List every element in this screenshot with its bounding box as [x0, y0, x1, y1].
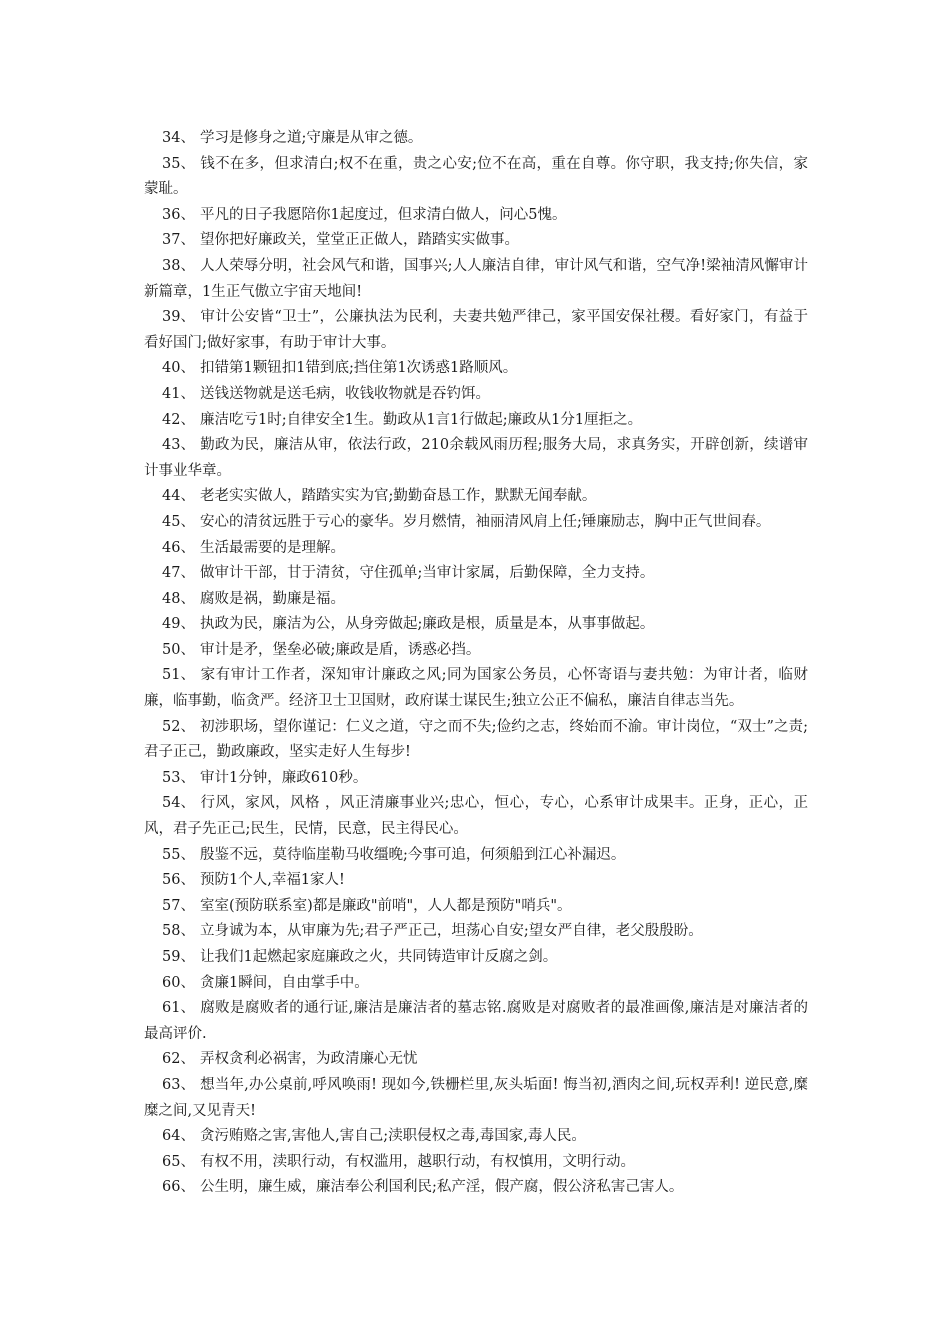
entry-text: 望你把好廉政关，堂堂正正做人，踏踏实实做事。	[200, 232, 519, 249]
entry-number: 59、	[162, 949, 195, 965]
entry-number: 42、	[162, 411, 195, 428]
entry-text: 家有审计工作者，深知审计廉政之风;同为国家公务员，心怀寄语与妻共勉：为审计者，临财廉，临事勤，临贪严。经济卫士卫国财，政府谋士谋民生;独立公正不偏私，廉洁自律志当先。	[144, 667, 808, 710]
entry-text: 立身诚为本，从审廉为先;君子严正己，坦荡心自安;望女严自律，老父殷殷盼。	[200, 923, 703, 940]
entry-paragraph	[144, 561, 808, 587]
entry-number: 55、	[162, 846, 195, 863]
entry-text: 老老实实做人，踏踏实实为官;勤勤奋恳工作，默默无闻奉献。	[200, 488, 597, 505]
entry-number: 61、	[162, 1000, 195, 1017]
entry-number: 51、	[162, 667, 195, 684]
entry-number: 38、	[162, 257, 195, 274]
entry-text: 室室(预防联系室)都是廉政"前哨"，人人都是预防"哨兵"。	[200, 897, 572, 914]
entry-paragraph	[144, 587, 808, 613]
entry-paragraph	[144, 868, 808, 894]
entry-paragraph	[144, 152, 808, 203]
entry-text: 做审计干部，甘于清贫，守住孤单;当审计家属，后勤保障，全力支持。	[200, 565, 655, 582]
entry-text: 学习是修身之道;守廉是从审之德。	[200, 130, 423, 146]
entry-paragraph	[144, 126, 808, 152]
entry-number: 48、	[162, 590, 195, 607]
entry-text: 执政为民，廉洁为公，从身旁做起;廉政是根，质量是本，从事事做起。	[200, 616, 655, 633]
entry-number: 49、	[162, 616, 195, 633]
entry-text: 廉洁吃亏1时;自律安全1生。勤政从1言1行做起;廉政从1分1厘拒之。	[200, 411, 643, 428]
entry-paragraph	[144, 305, 808, 356]
entry-number: 62、	[162, 1051, 195, 1068]
entry-text: 钱不在多，但求清白;权不在重，贵之心安;位不在高，重在自尊。你守职，我支持;你失信，家蒙耻。	[144, 155, 808, 198]
entry-text: 让我们1起燃起家庭廉政之火，共同铸造审计反腐之剑。	[200, 949, 558, 965]
entry-paragraph	[144, 510, 808, 536]
entry-paragraph	[144, 1073, 808, 1124]
entry-paragraph	[144, 919, 808, 945]
entry-text: 审计是矛，堡垒必破;廉政是盾，诱惑必挡。	[200, 641, 481, 658]
entry-paragraph	[144, 1150, 808, 1176]
entry-paragraph	[144, 254, 808, 305]
entry-number: 56、	[162, 872, 195, 889]
entry-number: 63、	[162, 1076, 195, 1093]
entry-paragraph	[144, 536, 808, 562]
entry-paragraph	[144, 1047, 808, 1073]
entry-number: 45、	[162, 513, 195, 530]
entry-number: 50、	[162, 641, 195, 658]
entry-paragraph	[144, 971, 808, 997]
entry-text: 有权不用，渎职行动，有权滥用，越职行动，有权慎用，文明行动。	[200, 1153, 635, 1170]
entry-text: 审计公安皆“卫士”，公廉执法为民利，夫妻共勉严律己，家平国安保社稷。看好家门，有益于看好国门;做好家事，有助于审计大事。	[144, 309, 808, 351]
entry-paragraph	[144, 1124, 808, 1150]
entry-number: 39、	[162, 309, 195, 326]
entry-paragraph	[144, 894, 808, 920]
entry-paragraph	[144, 382, 808, 408]
entry-paragraph	[144, 356, 808, 382]
entry-paragraph	[144, 203, 808, 229]
entry-number: 66、	[162, 1179, 195, 1196]
entry-paragraph	[144, 996, 808, 1047]
document-body	[144, 126, 808, 1201]
entry-paragraph	[144, 228, 808, 254]
entry-number: 44、	[162, 488, 195, 505]
entry-text: 弄权贪利必祸害，为政清廉心无忧	[200, 1051, 418, 1068]
entry-text: 殷鉴不远，莫待临崖勒马收缰晚;今事可追，何须船到江心补漏迟。	[200, 846, 626, 863]
entry-text: 想当年,办公桌前,呼风唤雨! 现如今,铁栅栏里,灰头垢面! 悔当初,酒肉之间,玩权弄利! 逆民意,糜糜之间,又见青天!	[144, 1076, 808, 1119]
entry-number: 54、	[162, 795, 195, 812]
entry-paragraph	[144, 715, 808, 766]
entry-paragraph	[144, 408, 808, 434]
entry-text: 勤政为民，廉洁从审，依法行政，210余载风雨历程;服务大局，求真务实，开辟创新，续谱审计事业华章。	[144, 437, 808, 479]
entry-number: 58、	[162, 923, 195, 940]
entry-text: 预防1个人,幸福1家人!	[200, 872, 345, 889]
entry-paragraph	[144, 433, 808, 484]
entry-number: 37、	[162, 232, 195, 249]
entry-number: 57、	[162, 897, 195, 914]
entry-paragraph	[144, 484, 808, 510]
entry-paragraph	[144, 843, 808, 869]
entry-text: 贪廉1瞬间，自由掌手中。	[200, 974, 369, 991]
entry-text: 送钱送物就是送毛病，收钱收物就是吞钓饵。	[200, 385, 490, 402]
entry-text: 公生明，廉生威，廉洁奉公利国利民;私产淫，假产腐，假公济私害己害人。	[200, 1179, 684, 1196]
entry-paragraph	[144, 663, 808, 714]
entry-number: 47、	[162, 565, 195, 582]
entry-number: 36、	[162, 206, 195, 223]
entry-text: 初涉职场，望你谨记：仁义之道，守之而不失;俭约之志，终始而不渝。审计岗位，“双士”之责;君子正己，勤政廉政，坚实走好人生每步!	[144, 718, 808, 761]
entry-number: 64、	[162, 1128, 195, 1145]
entry-number: 43、	[162, 437, 195, 454]
entry-paragraph	[144, 945, 808, 971]
entry-number: 41、	[162, 385, 195, 402]
entry-text: 腐败是腐败者的通行证,廉洁是廉洁者的墓志铭.腐败是对腐败者的最准画像,廉洁是对廉洁者的最高评价.	[144, 1000, 808, 1042]
entry-paragraph	[144, 1175, 808, 1201]
entry-paragraph	[144, 638, 808, 664]
entry-number: 60、	[162, 974, 195, 991]
entry-number: 65、	[162, 1153, 195, 1170]
entry-text: 平凡的日子我愿陪你1起度过，但求清白做人，问心5愧。	[200, 206, 567, 223]
entry-text: 贪污贿赂之害,害他人,害自己;渎职侵权之毒,毒国家,毒人民。	[200, 1128, 586, 1145]
entry-number: 40、	[162, 360, 195, 377]
entry-paragraph	[144, 766, 808, 792]
entry-text: 人人荣辱分明，社会风气和谐，国事兴;人人廉洁自律，审计风气和谐，空气净!梁袖清风懈审计新篇章，1生正气傲立宇宙天地间!	[144, 257, 808, 300]
entry-text: 扣错第1颗钮扣1错到底;挡住第1次诱惑1路顺风。	[200, 360, 518, 377]
entry-text: 安心的清贫远胜于亏心的豪华。岁月燃情，袖丽清风肩上任;锤廉励志，胸中正气世间春。	[200, 513, 771, 530]
entry-text: 审计1分钟，廉政610秒。	[200, 769, 368, 786]
entry-paragraph	[144, 791, 808, 842]
entry-number: 46、	[162, 539, 195, 556]
entry-text: 腐败是祸，勤廉是福。	[200, 590, 345, 607]
entry-number: 53、	[162, 769, 195, 786]
entry-text: 生活最需要的是理解。	[200, 539, 345, 556]
entry-number: 52、	[162, 718, 195, 735]
entry-number: 34、	[162, 130, 195, 146]
entry-paragraph	[144, 612, 808, 638]
entry-text: 行风，家风，风格 ，风正清廉事业兴;忠心，恒心，专心，心系审计成果丰。正身，正心，正风，君子先正己;民生，民情，民意，民主得民心。	[144, 795, 808, 838]
entry-number: 35、	[162, 155, 195, 172]
